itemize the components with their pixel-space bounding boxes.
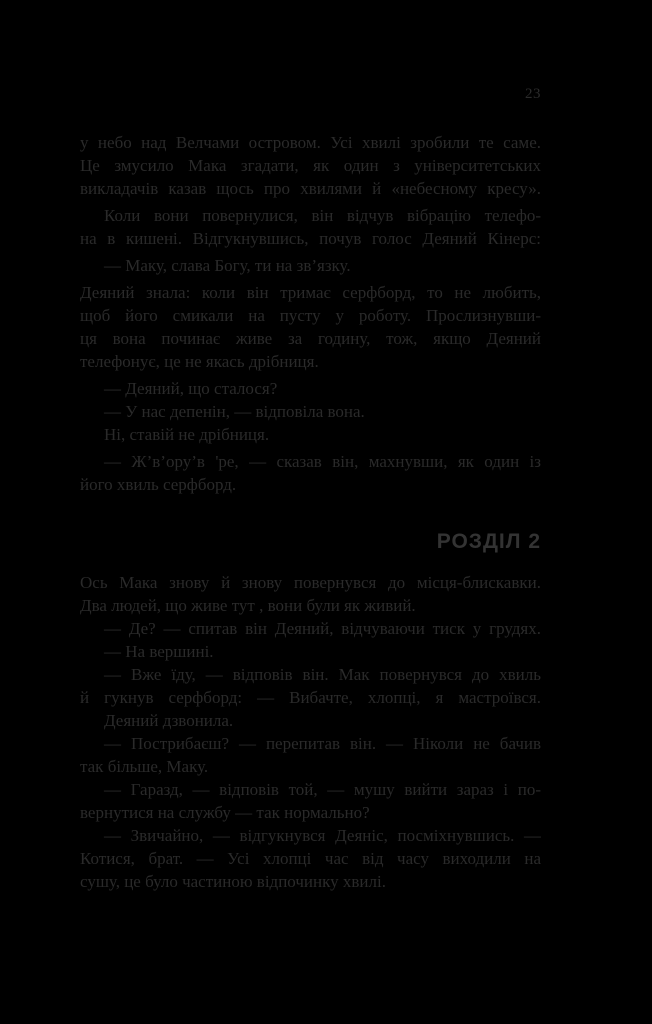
text-line: ця вона починає живе за годину, тож, якщо Деяний (80, 329, 541, 348)
text-line: — Де? — спитав він Деяний, відчуваючи тиск у грудях. (104, 619, 541, 638)
text-line: викладачів казав щось про хвилями й «небесному кресу». (80, 179, 541, 198)
text-line: — Звичайно, — відгукнувся Деяніс, посміхнувшись. — (104, 826, 541, 845)
text-line: Два людей, що живе тут , вони були як живий. (80, 596, 416, 615)
text-line: — Маку, слава Богу, ти на зв’язку. (104, 256, 351, 275)
text-line: на в кишені. Відгукнувшись, почув голос Деяний Кінерс: (80, 229, 541, 248)
text-block-1 (80, 131, 541, 496)
text-line: — Вже їду, — відповів він. Мак повернувся до хвиль (104, 665, 541, 684)
text-line: — Пострибаєш? — перепитав він. — Ніколи не бачив (104, 734, 541, 753)
text-line: Деяний дзвонила. (104, 711, 234, 730)
text-line: Деяний знала: коли він тримає серфборд, то не любить, (80, 283, 541, 302)
text-line: Ні, ставій не дрібниця. (104, 425, 270, 444)
text-line: його хвиль серфборд. (80, 475, 237, 494)
text-line: сушу, це було частиною відпочинку хвилі. (80, 872, 386, 891)
text-line: телефонує, це не якась дрібниця. (80, 352, 319, 371)
text-line: Ось Мака знову й знову повернувся до місця-блискавки. (80, 573, 541, 592)
chapter-title: РОЗДІЛ 2 (436, 530, 541, 553)
text-line: — Гаразд, — відповів той, — мушу вийти зараз і по- (104, 780, 541, 799)
text-line: так більше, Маку. (80, 757, 209, 776)
text-line: щоб його смикали на пусту у роботу. Прослизнувши- (80, 306, 541, 325)
page-number: 23 (525, 86, 541, 102)
text-line: й гукнув серфборд: — Вибачте, хлопці, я мастроївся. (80, 688, 541, 707)
text-line: вернутися на службу — так нормально? (80, 803, 370, 822)
text-line: — У нас депенін, — відповіла вона. (104, 402, 365, 421)
text-line: — На вершині. (104, 642, 214, 661)
text-line: у небо над Велчами островом. Усі хвилі зробили те саме. (80, 133, 541, 152)
text-line: Котися, брат. — Усі хлопці час від часу виходили на (80, 849, 541, 868)
text-line: — Ж’в’ору’в 'ре, — сказав він, махнувши, як один із (104, 452, 541, 471)
text-line: Коли вони повернулися, він відчув вібрацію телефо- (104, 206, 541, 225)
text-block-2 (80, 571, 541, 893)
text-line: — Деяний, що сталося? (104, 379, 278, 398)
text-line: Це змусило Мака згадати, як один з університетських (80, 156, 541, 175)
